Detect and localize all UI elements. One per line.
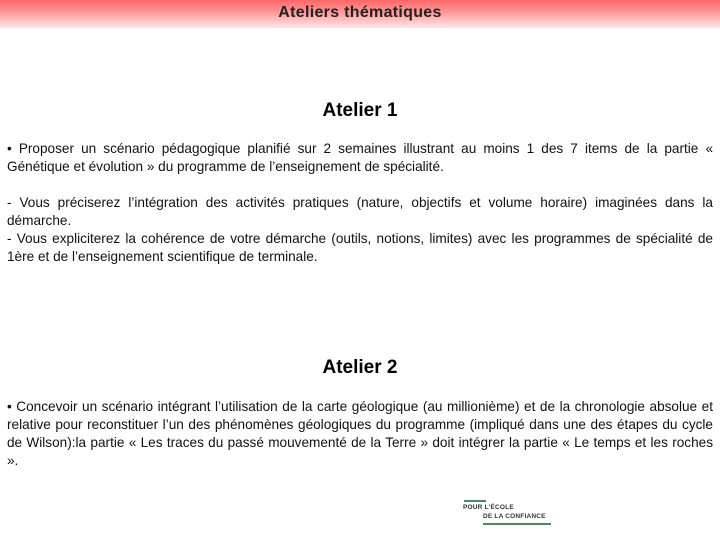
logo-line-1: POUR L'ÉCOLE <box>463 504 514 511</box>
logo-line-2: DE LA CONFIANCE <box>483 513 546 520</box>
atelier-1-heading: Atelier 1 <box>322 100 398 121</box>
title-bar <box>0 0 720 28</box>
page-title: Ateliers thématiques <box>278 4 442 21</box>
logo-accent-line-bottom <box>483 523 551 525</box>
atelier-1-practical-activities: - Vous préciserez l’intégration des activités pratiques (nature, objectifs et volume horaire) imaginées dans la démarche. <box>7 195 713 228</box>
atelier-1-coherence: - Vous expliciterez la cohérence de votre démarche (outils, notions, limites) avec les programmes de spécialité de 1ère et de l’enseignement scientifique de terminale. <box>7 231 713 264</box>
atelier-2-heading: Atelier 2 <box>322 357 398 378</box>
ecole-confiance-logo <box>461 499 561 529</box>
atelier-1-bullet: • Proposer un scénario pédagogique planifié sur 2 semaines illustrant au moins 1 des 7 items de la partie « Génétique et évolution » du programme de l’enseignement de spécialité. <box>7 141 713 174</box>
atelier-2-bullet: • Concevoir un scénario intégrant l’utilisation de la carte géologique (au millionième) et de la chronologie absolue et relative pour reconstituer l’un des phénomènes géologiques du programme (impliqué dans une des étapes du cycle de Wilson):la partie « Les traces du passé mouvementé de la Terre » doit intégrer la partie « Le temps et les roches ». <box>7 399 713 468</box>
logo-accent-line-top <box>464 500 486 502</box>
